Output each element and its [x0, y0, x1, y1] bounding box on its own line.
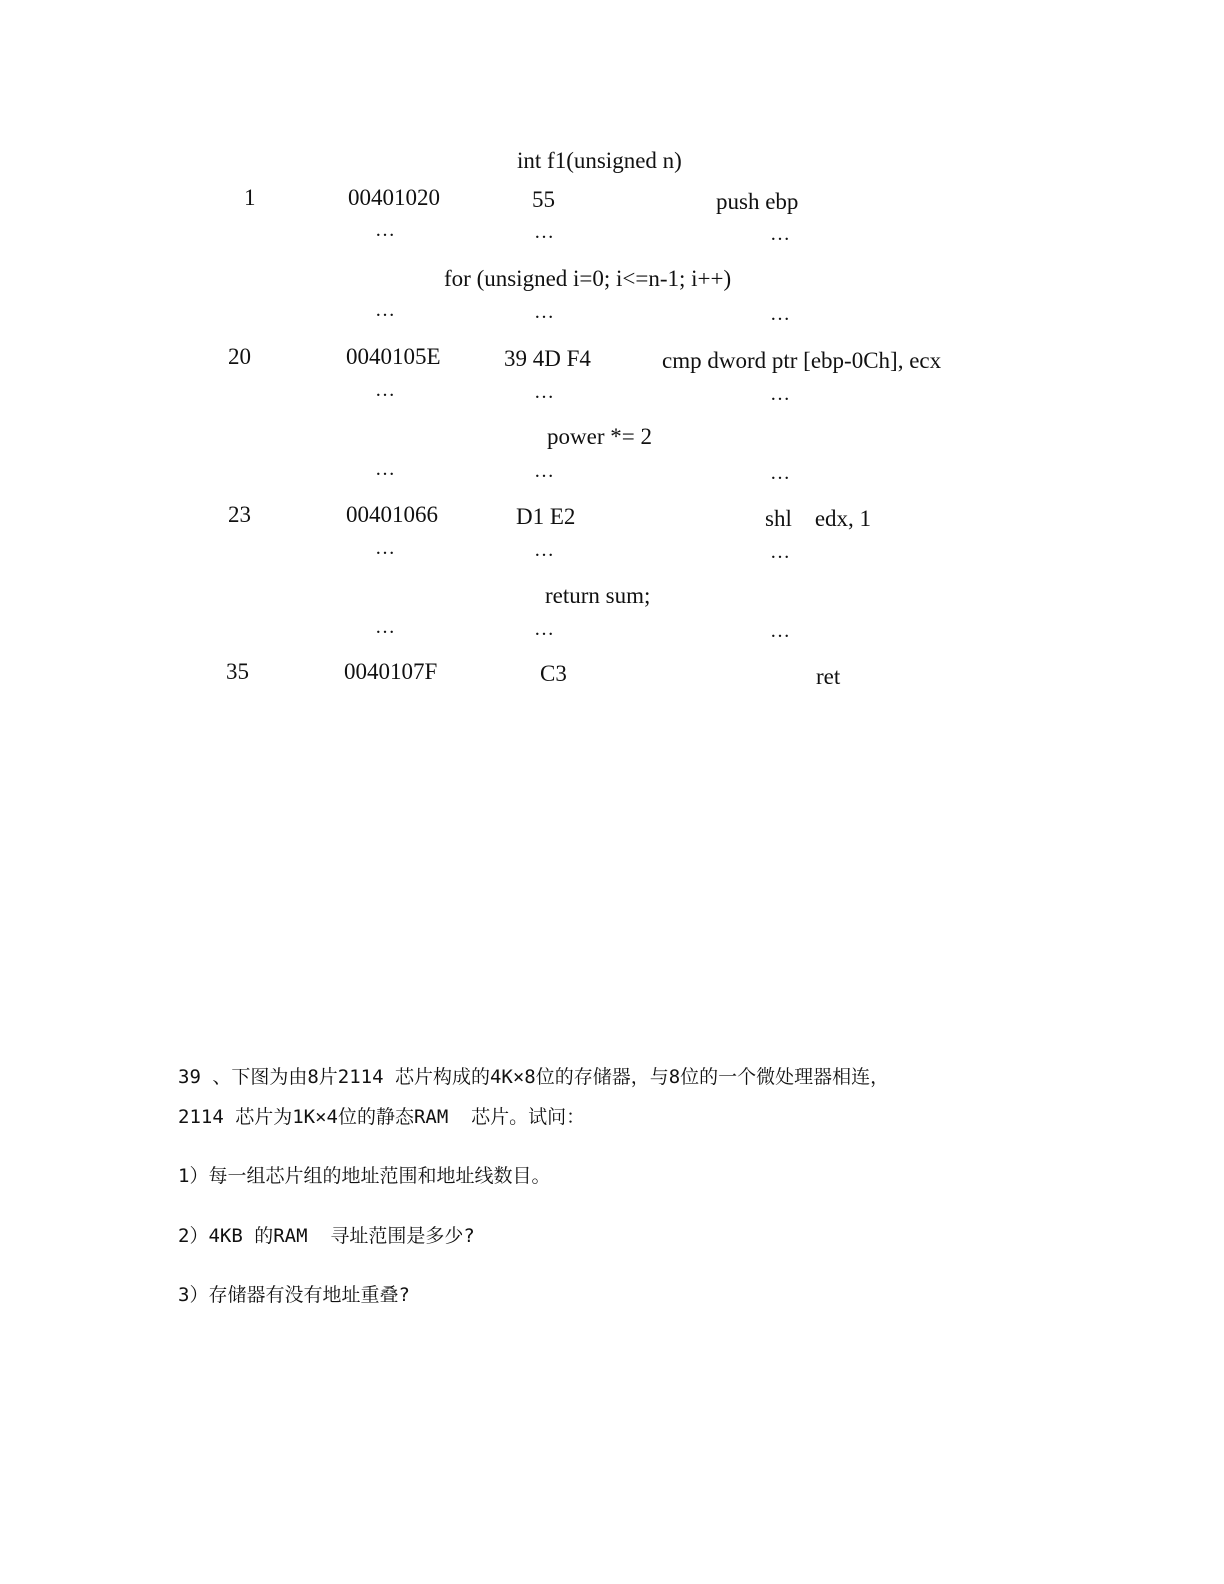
ellipsis: … — [770, 541, 791, 563]
ellipsis: … — [375, 458, 396, 480]
question-text: 2114 芯片为1K×4位的静态RAM 芯片。试问： — [178, 1106, 586, 1128]
ellipsis: … — [534, 221, 555, 243]
source-line: return sum; — [545, 583, 651, 608]
ellipsis: … — [375, 219, 396, 241]
address: 00401020 — [348, 185, 440, 210]
question-item: 2）4KB 的RAM 寻址范围是多少? — [178, 1225, 475, 1247]
ellipsis: … — [770, 620, 791, 642]
machine-bytes: 39 4D F4 — [504, 346, 591, 371]
ellipsis: … — [375, 299, 396, 321]
assembly-instruction: shl edx, 1 — [765, 506, 872, 531]
machine-bytes: D1 E2 — [516, 504, 576, 529]
ellipsis: … — [770, 383, 791, 405]
ellipsis: … — [534, 381, 555, 403]
assembly-instruction: cmp dword ptr [ebp-0Ch], ecx — [662, 348, 942, 373]
line-number: 23 — [228, 502, 251, 527]
ellipsis: … — [770, 223, 791, 245]
ellipsis: … — [534, 460, 555, 482]
question-item: 3）存储器有没有地址重叠? — [178, 1284, 410, 1306]
function-header: int f1(unsigned n) — [517, 148, 682, 173]
disassembly-listing — [0, 0, 1224, 720]
machine-bytes: C3 — [540, 661, 567, 686]
assembly-instruction: ret — [816, 664, 841, 689]
address: 0040107F — [344, 659, 438, 684]
ellipsis: … — [375, 379, 396, 401]
line-number: 20 — [228, 344, 251, 369]
ellipsis: … — [375, 616, 396, 638]
question-item: 1）每一组芯片组的地址范围和地址线数目。 — [178, 1165, 551, 1187]
ellipsis: … — [770, 462, 791, 484]
ellipsis: … — [534, 539, 555, 561]
ellipsis: … — [534, 618, 555, 640]
source-line: for (unsigned i=0; i<=n-1; i++) — [444, 266, 732, 291]
ellipsis: … — [534, 301, 555, 323]
question-text: 39 、下图为由8片2114 芯片构成的4K×8位的存储器，与8位的一个微处理器相连， — [178, 1066, 890, 1088]
machine-bytes: 55 — [532, 187, 555, 212]
address: 00401066 — [346, 502, 438, 527]
ellipsis: … — [770, 303, 791, 325]
address: 0040105E — [346, 344, 441, 369]
source-line: power *= 2 — [547, 424, 652, 449]
assembly-instruction: push ebp — [716, 189, 799, 214]
line-number: 35 — [226, 659, 249, 684]
line-number: 1 — [244, 185, 256, 210]
ellipsis: … — [375, 537, 396, 559]
